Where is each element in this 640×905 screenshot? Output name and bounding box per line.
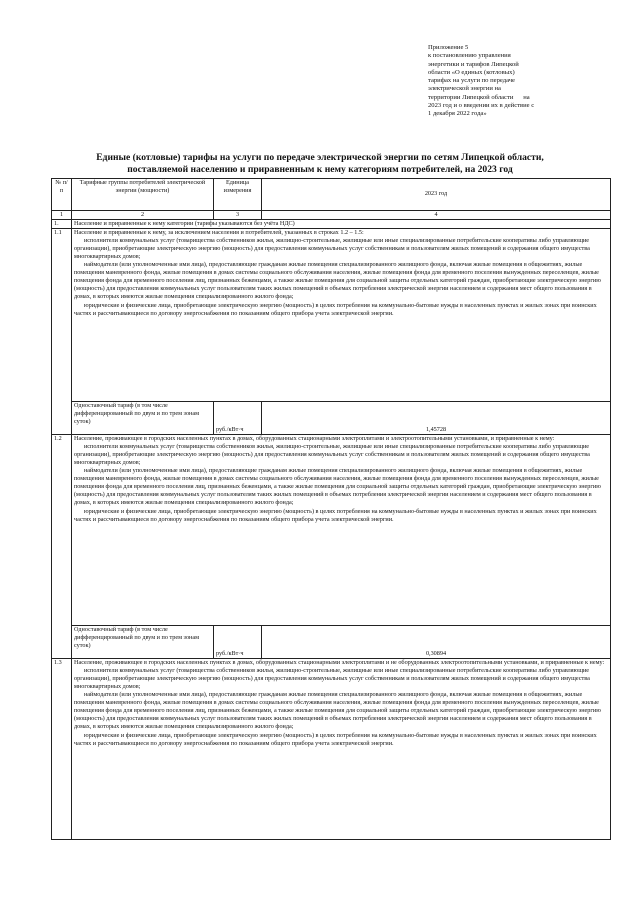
- table-row: [52, 229, 611, 402]
- section-row: [52, 220, 611, 229]
- section-num: 1.: [52, 220, 72, 229]
- appendix-line: 1 декабря 2022 года»: [428, 110, 487, 118]
- desc-paragraph: наймодатели (или уполномоченные ими лица), предоставляющие гражданам жилые помещения специализированного жилищного фонда, включая жилые помещения в общежитиях, жилые помещения маневренного фонда, жилые помещения в домах системы социального обслуживания населения, жилые помещения фонда для временного поселения вынужденных переселенцев, жилые помещения фонда для временного поселения лиц, признанных беженцами, а также жилые помещения для социальной защиты отдельных категорий граждан, приобретающие электрическую энергию (мощность) для предоставления коммунальных услуг пользователям таких жилых помещений в объемах потребления электрической энергии населением и содержания мест общего пользования в домах, в которых имеются жилые помещения специализированного жилого фонда;: [74, 261, 601, 301]
- tariff-unit: руб./кВт·ч: [214, 626, 262, 659]
- desc-paragraph: исполнители коммунальных услуг (товарищества собственников жилья, жилищно-строительные, жилищные или иные специализированные потребительские кооперативы либо управляющие организации), приобретающие электрическую энергию (мощность) для предоставления коммунальных услуг собственникам и пользователям жилых помещений и содержания общего имущества многоквартирных домов;: [74, 667, 590, 691]
- tariff-row: [52, 402, 611, 435]
- tariff-value: 0,30894: [262, 626, 611, 659]
- appendix-line: к постановлению управления: [428, 52, 511, 60]
- desc-paragraph: Население, проживающее в городских населенных пунктах в домах, оборудованных стационарными электроплитами и не оборудованных электроотопительными установками, и приравненные к нему:: [74, 659, 605, 667]
- tariff-label: Одноставочный тариф (в том числе дифференцированный по двум и по трем зонам суток): [72, 626, 214, 659]
- appendix-note: [428, 44, 598, 119]
- col-number: 2: [72, 211, 214, 220]
- header-unit: Единица измерения: [214, 179, 262, 211]
- row-num: 1.3: [52, 659, 72, 840]
- title-line-2: поставляемой населению и приравненным к нему категориям потребителей, на 2023 год: [127, 164, 513, 175]
- col-number: 3: [214, 211, 262, 220]
- desc-paragraph: юридические и физические лица, приобретающие электрическую энергию (мощность) в целях потребления на коммунально-бытовые нужды в населенных пунктах и жилых зонах при воинских частях и рассчитывающиеся по договору энергоснабжения по показаниям общего прибора учета электрической энергии.: [74, 731, 597, 747]
- header-year: 2023 год: [262, 179, 611, 211]
- col-number: 4: [262, 211, 611, 220]
- column-number-row: [52, 211, 611, 220]
- row-description: [72, 435, 611, 626]
- table-row: [52, 659, 611, 840]
- tariff-row: [52, 626, 611, 659]
- appendix-line: области «О единых (котловых): [428, 68, 515, 76]
- title-line-1: Единые (котловые) тарифы на услуги по передаче электрической энергии по сетям Липецкой области,: [96, 152, 544, 163]
- col-number: 1: [52, 211, 72, 220]
- row-description: [72, 229, 611, 402]
- appendix-line: электрической энергии на: [428, 85, 501, 93]
- desc-paragraph: наймодатели (или уполномоченные ими лица), предоставляющие гражданам жилые помещения специализированного жилищного фонда, включая жилые помещения в общежитиях, жилые помещения маневренного фонда, жилые помещения в домах системы социального обслуживания населения, жилые помещения фонда для временного поселения вынужденных переселенцев, жилые помещения фонда для временного поселения лиц, признанных беженцами, а также жилые помещения для социальной защиты отдельных категорий граждан, приобретающие электрическую энергию (мощность) для предоставления коммунальных услуг пользователям таких жилых помещений в объемах потребления электрической энергии населением и содержания мест общего пользования в домах, в которых имеются жилые помещения специализированного жилого фонда;: [74, 467, 601, 507]
- table-header-row: [52, 179, 611, 211]
- tariff-table: [51, 178, 611, 840]
- row-num: 1.1: [52, 229, 72, 435]
- appendix-line: Приложение 5: [428, 44, 469, 51]
- document-title: [30, 152, 610, 176]
- tariff-value: 1,45728: [262, 402, 611, 435]
- desc-paragraph: исполнители коммунальных услуг (товарищества собственников жилья, жилищно-строительные, жилищные или иные специализированные потребительские кооперативы либо управляющие организации), приобретающие электрическую энергию (мощность) для предоставления коммунальных услуг собственникам и пользователям жилых помещений и содержания общего имущества многоквартирных домов;: [74, 443, 590, 467]
- row-num: 1.2: [52, 435, 72, 659]
- tariff-unit: руб./кВт·ч: [214, 402, 262, 435]
- desc-paragraph: исполнители коммунальных услуг (товарищества собственников жилья, жилищно-строительные, жилищные или иные специализированные потребительские кооперативы либо управляющие организации), приобретающие электрическую энергию (мощность) для предоставления коммунальных услуг собственникам и пользователям жилых помещений и содержания общего имущества многоквартирных домов;: [74, 237, 590, 261]
- appendix-line: территории Липецкой области на: [428, 93, 530, 101]
- appendix-line: энергетики и тарифов Липецкой: [428, 60, 519, 68]
- header-group: Тарифные группы потребителей электрической энергии (мощности): [72, 179, 214, 211]
- row-description: [72, 659, 611, 840]
- appendix-line: 2023 год и о введении их в действие с: [428, 102, 535, 110]
- section-label: Население и приравненные к нему категории (тарифы указываются без учёта НДС): [72, 220, 611, 229]
- desc-paragraph: Население, проживающее в городских населенных пунктах в домах, оборудованных стационарными электроплитами и электроотопительными установками, и приравненные к нему:: [74, 435, 555, 443]
- desc-paragraph: наймодатели (или уполномоченные ими лица), предоставляющие гражданам жилые помещения специализированного жилищного фонда, включая жилые помещения в общежитиях, жилые помещения маневренного фонда, жилые помещения в домах системы социального обслуживания населения, жилые помещения фонда для временного поселения вынужденных переселенцев, жилые помещения фонда для временного поселения лиц, признанных беженцами, а также жилые помещения для социальной защиты отдельных категорий граждан, приобретающие электрическую энергию (мощность) для предоставления коммунальных услуг пользователям таких жилых помещений в объемах потребления электрической энергии населением и содержания мест общего пользования в домах, в которых имеются жилые помещения специализированного жилого фонда;: [74, 691, 601, 731]
- desc-paragraph: юридические и физические лица, приобретающие электрическую энергию (мощность) в целях потребления на коммунально-бытовые нужды в населенных пунктах и жилых зонах при воинских частях и рассчитывающиеся по договору энергоснабжения по показаниям общего прибора учета электрической энергии.: [74, 507, 597, 523]
- desc-paragraph: Население и приравненные к нему, за исключением населения и потребителей, указанных в строках 1.2 – 1.5:: [74, 229, 364, 237]
- desc-paragraph: юридические и физические лица, приобретающие электрическую энергию (мощность) в целях потребления на коммунально-бытовые нужды в населенных пунктах и жилых зонах при воинских частях и рассчитывающиеся по договору энергоснабжения по показаниям общего прибора учета электрической энергии.: [74, 301, 597, 317]
- appendix-line: тарифах на услуги по передаче: [428, 77, 515, 85]
- table-row: [52, 435, 611, 626]
- tariff-label: Одноставочный тариф (в том числе дифференцированный по двум и по трем зонам суток): [72, 402, 214, 435]
- header-num: № п/п: [52, 179, 72, 211]
